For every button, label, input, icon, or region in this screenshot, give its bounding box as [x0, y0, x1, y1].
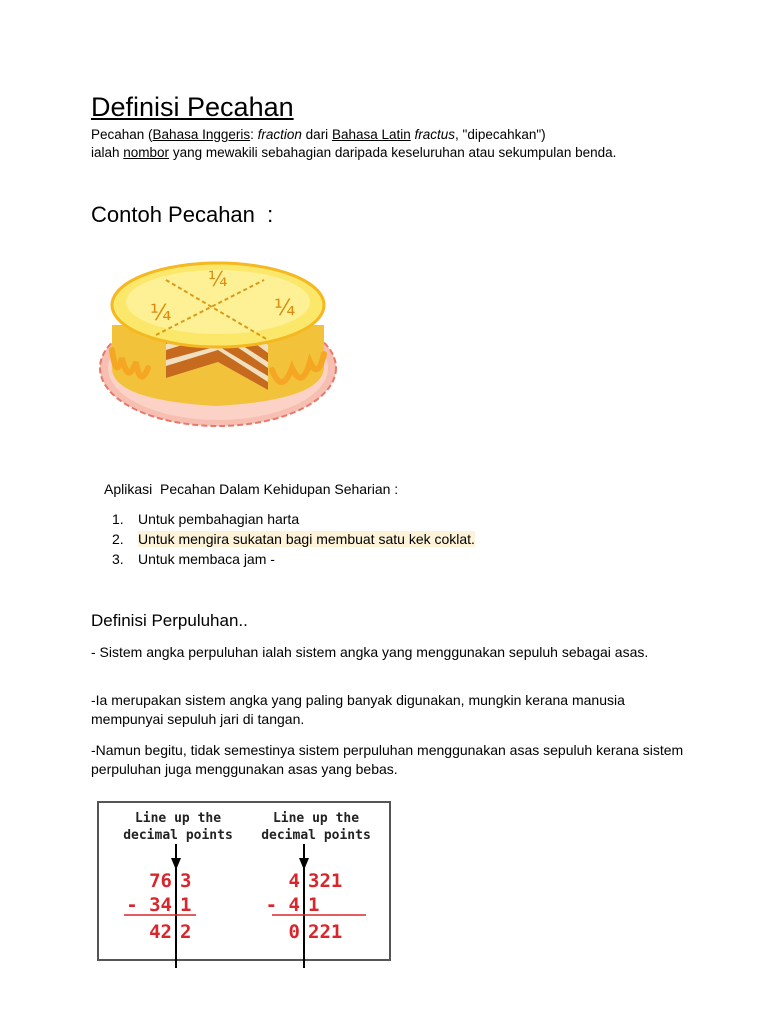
list-number: 1. — [112, 511, 124, 527]
right-caption-line-2: decimal points — [261, 828, 371, 843]
left-row1-frac: 3 — [180, 870, 192, 892]
intro-paragraph — [91, 126, 616, 162]
decimal-subtraction-figure — [94, 798, 394, 968]
cake-fraction-illustration — [96, 250, 356, 430]
intro-text: dari — [301, 127, 332, 142]
right-caption-line-1: Line up the — [272, 811, 360, 826]
aplikasi-list — [112, 509, 475, 569]
intro-line-1 — [91, 126, 616, 144]
fraction-label-top: ¼ — [208, 267, 228, 291]
bahasa-inggeris-link[interactable]: Bahasa Inggeris — [152, 127, 251, 142]
list-number: 3. — [112, 551, 124, 567]
bahasa-latin-link[interactable]: Bahasa Latin — [331, 127, 411, 142]
paragraph: -Ia merupakan sistem angka yang paling banyak digunakan, mungkin kerana manusia mempunyai sepuluh jari di tangan. — [91, 692, 625, 727]
left-row3-int: 42 — [149, 921, 172, 943]
perpuluhan-heading: Definisi Perpuluhan.. — [91, 611, 248, 630]
intro-text: yang mewakili sebahagian daripada keseluruhan atau sekumpulan benda. — [169, 145, 617, 160]
right-row2-frac: 1 — [308, 894, 320, 916]
paragraph: -Namun begitu, tidak semestinya sistem perpuluhan menggunakan asas sepuluh kerana sistem perpuluhan juga menggunakan asas yang bebas. — [91, 742, 684, 777]
paragraph: - Sistem angka perpuluhan ialah sistem angka yang menggunakan sepuluh sebagai asas. — [91, 644, 649, 660]
highlighted-list-item-text: Untuk mengira sukatan bagi membuat satu kek coklat. — [138, 531, 475, 547]
fraction-term: fraction — [257, 127, 302, 142]
nombor-link[interactable]: nombor — [123, 145, 170, 160]
aplikasi-heading: Aplikasi Pecahan Dalam Kehidupan Seharian : — [104, 481, 399, 497]
right-row1-frac: 321 — [308, 870, 343, 892]
page-title: Definisi Pecahan — [91, 92, 294, 122]
list-item — [112, 549, 475, 569]
left-caption-line-2: decimal points — [123, 828, 233, 843]
list-number: 2. — [112, 531, 124, 547]
right-row2-int: - 4 — [265, 894, 300, 916]
intro-text: Pecahan ( — [91, 127, 153, 142]
fraction-label-left: ¼ — [150, 301, 172, 326]
left-row2-frac: 1 — [180, 894, 192, 916]
list-item-text: Untuk pembahagian harta — [138, 511, 300, 527]
right-row3-int: 0 — [288, 921, 300, 943]
right-row3-frac: 221 — [308, 921, 343, 943]
fractus-term: fractus — [414, 127, 456, 142]
intro-text: , "dipecahkan") — [455, 127, 546, 142]
list-item-text: Untuk membaca jam - — [138, 551, 275, 567]
right-row1-int: 4 — [288, 870, 300, 892]
list-item — [112, 529, 475, 549]
contoh-heading: Contoh Pecahan : — [91, 202, 274, 227]
left-caption-line-1: Line up the — [134, 811, 222, 826]
left-row3-frac: 2 — [180, 921, 192, 943]
intro-line-2 — [91, 144, 616, 162]
intro-text: ialah — [91, 145, 124, 160]
left-row2-int: - 34 — [126, 894, 172, 916]
list-item — [112, 509, 475, 529]
left-row1-int: 76 — [149, 870, 172, 892]
intro-text: : — [250, 127, 258, 142]
fraction-label-right: ¼ — [274, 296, 296, 321]
